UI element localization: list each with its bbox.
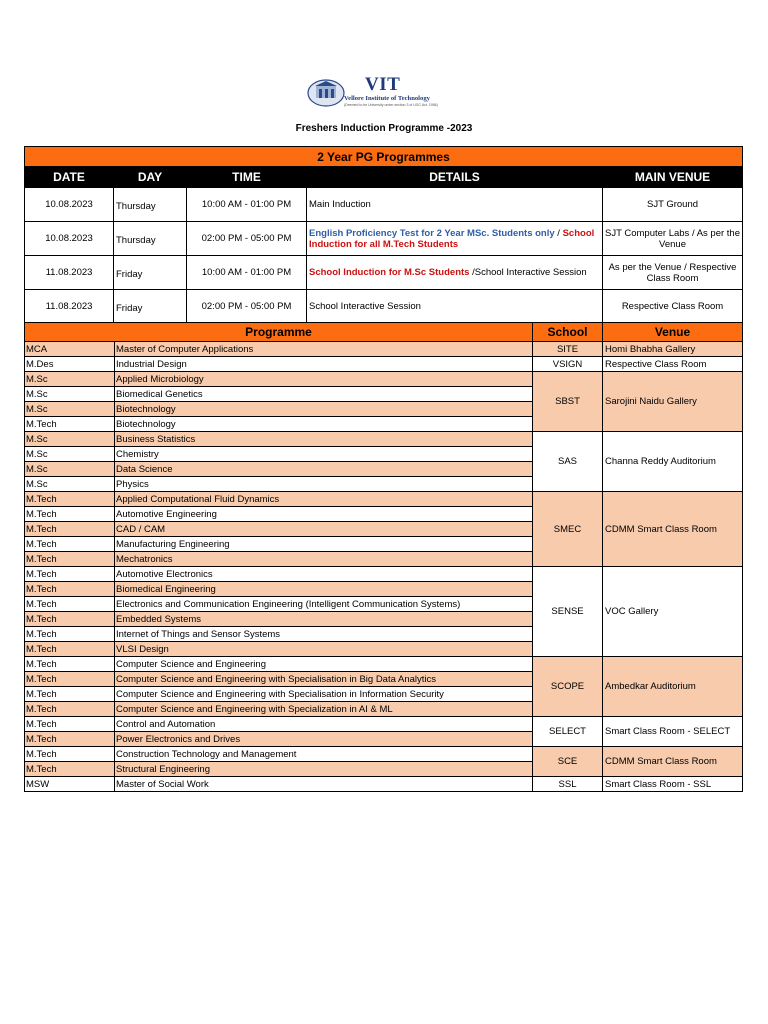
programme-row bbox=[25, 492, 743, 507]
venue-cell: Smart Class Room - SSL bbox=[603, 777, 743, 792]
programme-row bbox=[25, 432, 743, 447]
programme-degree: M.Tech bbox=[25, 732, 115, 747]
schedule-day: Friday bbox=[114, 290, 187, 324]
programme-name: Computer Science and Engineering with Specialization in AI & ML bbox=[115, 702, 533, 717]
col-header-date: DATE bbox=[25, 167, 114, 188]
school-cell: SITE bbox=[533, 342, 603, 357]
programme-degree: M.Tech bbox=[25, 612, 115, 627]
details-segment: School Induction for M.Sc Students bbox=[309, 267, 470, 278]
schedule-header-row bbox=[25, 167, 743, 188]
programme-degree: M.Sc bbox=[25, 447, 115, 462]
schedule-details bbox=[307, 290, 603, 324]
col-header-details: DETAILS bbox=[307, 167, 603, 188]
schedule-date: 10.08.2023 bbox=[25, 188, 114, 222]
logo-tagline: (Deemed to be University under section 3 of UGC Act, 1956) bbox=[344, 103, 438, 107]
programme-row bbox=[25, 657, 743, 672]
programme-row bbox=[25, 777, 743, 792]
venue-cell: CDMM Smart Class Room bbox=[603, 747, 743, 777]
programme-degree: M.Sc bbox=[25, 372, 115, 387]
col-header-day: DAY bbox=[114, 167, 187, 188]
schedule-details bbox=[307, 188, 603, 222]
programme-name: Construction Technology and Management bbox=[115, 747, 533, 762]
programme-name: Electronics and Communication Engineering (Intelligent Communication Systems) bbox=[115, 597, 533, 612]
schedule-day: Thursday bbox=[114, 222, 187, 256]
school-cell: SCOPE bbox=[533, 657, 603, 717]
schedule-details bbox=[307, 256, 603, 290]
programme-degree: M.Tech bbox=[25, 687, 115, 702]
schedule-date: 11.08.2023 bbox=[25, 290, 114, 324]
schedule-time: 10:00 AM - 01:00 PM bbox=[187, 256, 307, 290]
programme-degree: M.Sc bbox=[25, 462, 115, 477]
schedule-details bbox=[307, 222, 603, 256]
programme-row bbox=[25, 357, 743, 372]
programme-degree: M.Tech bbox=[25, 762, 115, 777]
programme-name: Applied Computational Fluid Dynamics bbox=[115, 492, 533, 507]
details-segment: School Interactive Session bbox=[309, 301, 421, 312]
programme-name: Computer Science and Engineering with Specialisation in Information Security bbox=[115, 687, 533, 702]
programme-name: Chemistry bbox=[115, 447, 533, 462]
programme-name: Biomedical Genetics bbox=[115, 387, 533, 402]
col-header-time: TIME bbox=[187, 167, 307, 188]
programme-degree: M.Tech bbox=[25, 417, 115, 432]
programme-degree: M.Tech bbox=[25, 507, 115, 522]
programme-degree: M.Sc bbox=[25, 387, 115, 402]
details-segment: Main Induction bbox=[309, 199, 371, 210]
programme-name: Control and Automation bbox=[115, 717, 533, 732]
programme-name: VLSI Design bbox=[115, 642, 533, 657]
schedule-date: 10.08.2023 bbox=[25, 222, 114, 256]
programme-degree: M.Tech bbox=[25, 747, 115, 762]
programme-name: Master of Social Work bbox=[115, 777, 533, 792]
programme-name: Biomedical Engineering bbox=[115, 582, 533, 597]
programme-row bbox=[25, 372, 743, 387]
programme-degree: M.Tech bbox=[25, 702, 115, 717]
vit-logo bbox=[307, 74, 442, 114]
schedule-row bbox=[25, 188, 743, 222]
programme-row bbox=[25, 342, 743, 357]
schedule-row bbox=[25, 256, 743, 290]
schedule-venue: SJT Ground bbox=[603, 188, 743, 222]
school-cell: SAS bbox=[533, 432, 603, 492]
col-header-venue: Venue bbox=[603, 323, 743, 342]
schedule-table bbox=[24, 146, 743, 324]
programme-degree: M.Sc bbox=[25, 477, 115, 492]
programme-degree: M.Tech bbox=[25, 492, 115, 507]
schedule-venue: As per the Venue / Respective Class Room bbox=[603, 256, 743, 290]
schedule-date: 11.08.2023 bbox=[25, 256, 114, 290]
programme-name: Automotive Engineering bbox=[115, 507, 533, 522]
logo-subtitle: Vellore Institute of Technology bbox=[344, 95, 430, 102]
col-header-main-venue: MAIN VENUE bbox=[603, 167, 743, 188]
programme-name: Automotive Electronics bbox=[115, 567, 533, 582]
programme-degree: M.Sc bbox=[25, 402, 115, 417]
programme-degree: M.Tech bbox=[25, 552, 115, 567]
col-header-programme: Programme bbox=[25, 323, 533, 342]
university-emblem-icon bbox=[307, 78, 345, 108]
venue-cell: Ambedkar Auditorium bbox=[603, 657, 743, 717]
programmes-header-row bbox=[25, 323, 743, 342]
programme-degree: M.Tech bbox=[25, 582, 115, 597]
school-cell: SMEC bbox=[533, 492, 603, 567]
programme-name: Power Electronics and Drives bbox=[115, 732, 533, 747]
schedule-venue: SJT Computer Labs / As per the Venue bbox=[603, 222, 743, 256]
programme-degree: M.Sc bbox=[25, 432, 115, 447]
venue-cell: Homi Bhabha Gallery bbox=[603, 342, 743, 357]
programme-degree: M.Tech bbox=[25, 627, 115, 642]
programme-degree: MCA bbox=[25, 342, 115, 357]
venue-cell: Channa Reddy Auditorium bbox=[603, 432, 743, 492]
programme-row bbox=[25, 567, 743, 582]
schedule-time: 10:00 AM - 01:00 PM bbox=[187, 188, 307, 222]
schedule-row bbox=[25, 222, 743, 256]
venue-cell: Sarojini Naidu Gallery bbox=[603, 372, 743, 432]
programme-name: Data Science bbox=[115, 462, 533, 477]
details-segment: /School Interactive Session bbox=[469, 267, 587, 278]
school-cell: SSL bbox=[533, 777, 603, 792]
details-segment: / bbox=[554, 227, 563, 239]
details-segment: English Proficiency Test for 2 Year MSc. Students only bbox=[309, 227, 555, 239]
programme-degree: MSW bbox=[25, 777, 115, 792]
school-cell: VSIGN bbox=[533, 357, 603, 372]
programme-name: Industrial Design bbox=[115, 357, 533, 372]
programme-name: Master of Computer Applications bbox=[115, 342, 533, 357]
school-cell: SCE bbox=[533, 747, 603, 777]
programme-degree: M.Tech bbox=[25, 597, 115, 612]
programme-degree: M.Tech bbox=[25, 657, 115, 672]
programme-name: Structural Engineering bbox=[115, 762, 533, 777]
col-header-school: School bbox=[533, 323, 603, 342]
school-cell: SENSE bbox=[533, 567, 603, 657]
venue-cell: VOC Gallery bbox=[603, 567, 743, 657]
schedule-time: 02:00 PM - 05:00 PM bbox=[187, 290, 307, 324]
page-title: Freshers Induction Programme -2023 bbox=[295, 123, 473, 134]
programme-row bbox=[25, 747, 743, 762]
programme-degree: M.Tech bbox=[25, 717, 115, 732]
venue-cell: CDMM Smart Class Room bbox=[603, 492, 743, 567]
programme-degree: M.Tech bbox=[25, 567, 115, 582]
programme-degree: M.Tech bbox=[25, 642, 115, 657]
programme-name: Applied Microbiology bbox=[115, 372, 533, 387]
schedule-day: Thursday bbox=[114, 188, 187, 222]
programme-name: Mechatronics bbox=[115, 552, 533, 567]
schedule-banner: 2 Year PG Programmes bbox=[25, 147, 743, 167]
school-cell: SBST bbox=[533, 372, 603, 432]
programme-name: Manufacturing Engineering bbox=[115, 537, 533, 552]
programme-degree: M.Tech bbox=[25, 522, 115, 537]
programme-row bbox=[25, 717, 743, 732]
programme-name: Embedded Systems bbox=[115, 612, 533, 627]
schedule-time: 02:00 PM - 05:00 PM bbox=[187, 222, 307, 256]
venue-cell: Respective Class Room bbox=[603, 357, 743, 372]
programme-name: Biotechnology bbox=[115, 417, 533, 432]
programme-name: CAD / CAM bbox=[115, 522, 533, 537]
venue-cell: Smart Class Room - SELECT bbox=[603, 717, 743, 747]
programme-name: Business Statistics bbox=[115, 432, 533, 447]
school-cell: SELECT bbox=[533, 717, 603, 747]
programme-name: Physics bbox=[115, 477, 533, 492]
programme-name: Computer Science and Engineering with Specialisation in Big Data Analytics bbox=[115, 672, 533, 687]
programme-degree: M.Tech bbox=[25, 672, 115, 687]
schedule-venue: Respective Class Room bbox=[603, 290, 743, 324]
programme-name: Internet of Things and Sensor Systems bbox=[115, 627, 533, 642]
details-segment: School Induction for all M.Tech Students bbox=[309, 227, 595, 250]
schedule-day: Friday bbox=[114, 256, 187, 290]
programme-name: Computer Science and Engineering bbox=[115, 657, 533, 672]
programmes-table bbox=[24, 322, 743, 792]
schedule-row bbox=[25, 290, 743, 324]
logo-wordmark: VIT bbox=[365, 74, 401, 95]
programme-name: Biotechnology bbox=[115, 402, 533, 417]
programme-degree: M.Tech bbox=[25, 537, 115, 552]
programme-degree: M.Des bbox=[25, 357, 115, 372]
